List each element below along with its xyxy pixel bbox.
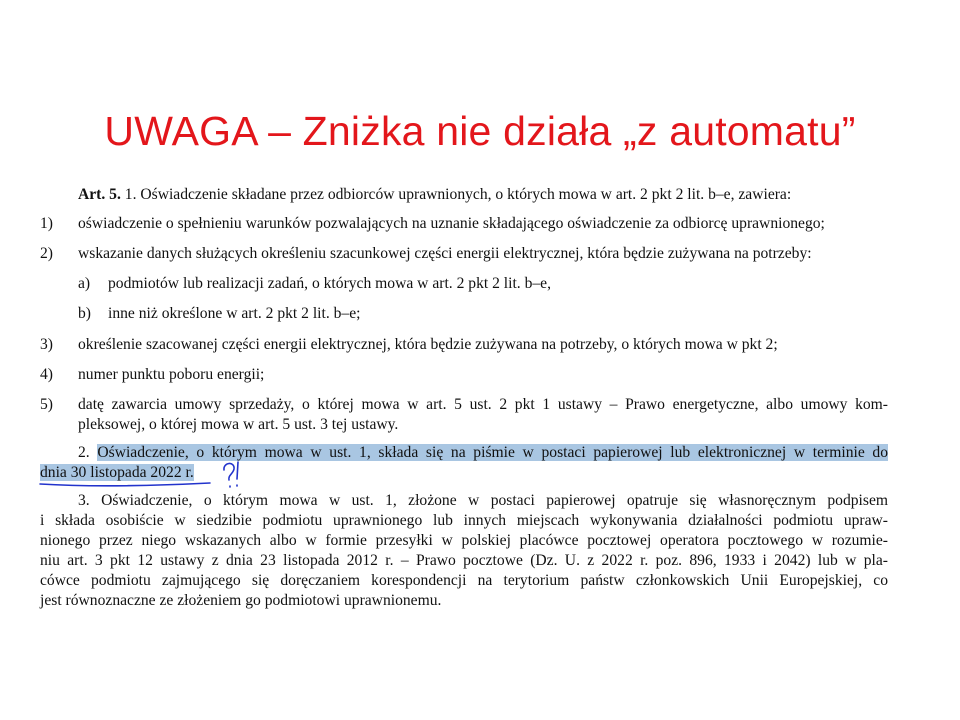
item-number: 4) xyxy=(40,366,53,383)
slide-title: UWAGA – Zniżka nie działa „z automatu” xyxy=(104,108,856,154)
article-number: Art. 5. xyxy=(78,186,121,203)
item-number: 2) xyxy=(40,245,53,262)
paragraph-3-line: niu art. 3 pkt 12 ustawy z dnia 23 listopada 2012 r. – Prawo pocztowe (Dz. U. z 2022 r. poz. 896, 1933 i 2042) lub w pla- xyxy=(40,552,888,569)
item-text: numer punktu poboru energii; xyxy=(78,366,265,383)
paragraph-3-line: cówce podmiotu zajmującego się doręczaniem korespondencji na terytorium państw członkowskich Unii Europejskiej, co xyxy=(40,572,888,589)
item-text: oświadczenie o spełnieniu warunków pozwalających na uznanie składającego oświadczenie za odbiorcę uprawnionego; xyxy=(78,215,825,232)
highlighted-deadline-text: Oświadczenie, o którym mowa w ust. 1, składa się na piśmie w postaci papierowej lub elektronicznej w terminie do xyxy=(97,444,889,461)
item-number: 3) xyxy=(40,336,53,353)
handwritten-question-exclamation-icon xyxy=(224,462,238,487)
paragraph-2-prefix: 2. xyxy=(78,444,98,461)
sub-item-text: inne niż określone w art. 2 pkt 2 lit. b–e; xyxy=(108,305,361,322)
item-number: 1) xyxy=(40,215,53,232)
item-text: wskazanie danych służących określeniu szacunkowej części energii elektrycznej, która będzie zużywana na potrzeby: xyxy=(78,245,812,262)
handwritten-underline xyxy=(40,483,210,486)
item-text-line2: pleksowej, o której mowa w art. 5 ust. 3 tej ustawy. xyxy=(78,416,399,433)
sub-item-text: podmiotów lub realizacji zadań, o których mowa w art. 2 pkt 2 lit. b–e, xyxy=(108,275,552,292)
article-intro: 1. Oświadczenie składane przez odbiorców uprawnionych, o których mowa w art. 2 pkt 2 lit. b–e, zawiera: xyxy=(120,186,792,203)
sub-item-label: b) xyxy=(78,305,91,322)
sub-item-label: a) xyxy=(78,275,91,292)
paragraph-3-line: nionego przez niego wskazanych albo w formie przesyłki w polskiej placówce pocztowej operatora pocztowego w rozumie- xyxy=(40,532,888,549)
item-text: określenie szacowanej części energii elektrycznej, która będzie zużywana na potrzeby, o których mowa w pkt 2; xyxy=(78,336,778,353)
item-number: 5) xyxy=(40,396,53,413)
paragraph-3-line: jest równoznaczne ze złożeniem go podmiotowi uprawnionemu. xyxy=(40,592,442,609)
item-text-line1: datę zawarcia umowy sprzedaży, o której mowa w art. 5 ust. 2 pkt 1 ustawy – Prawo energetyczne, albo umowy kom- xyxy=(78,396,888,413)
paragraph-3-line: i składa osobiście w siedzibie podmiotu uprawnionego lub innych miejscach wykonywania działalności podmiotu upraw- xyxy=(40,512,888,529)
highlighted-deadline-date: dnia 30 listopada 2022 r. xyxy=(40,464,194,481)
paragraph-3-line: 3. Oświadczenie, o którym mowa w ust. 1, złożone w postaci papierowej opatruje się własnoręcznym podpisem xyxy=(78,492,888,509)
